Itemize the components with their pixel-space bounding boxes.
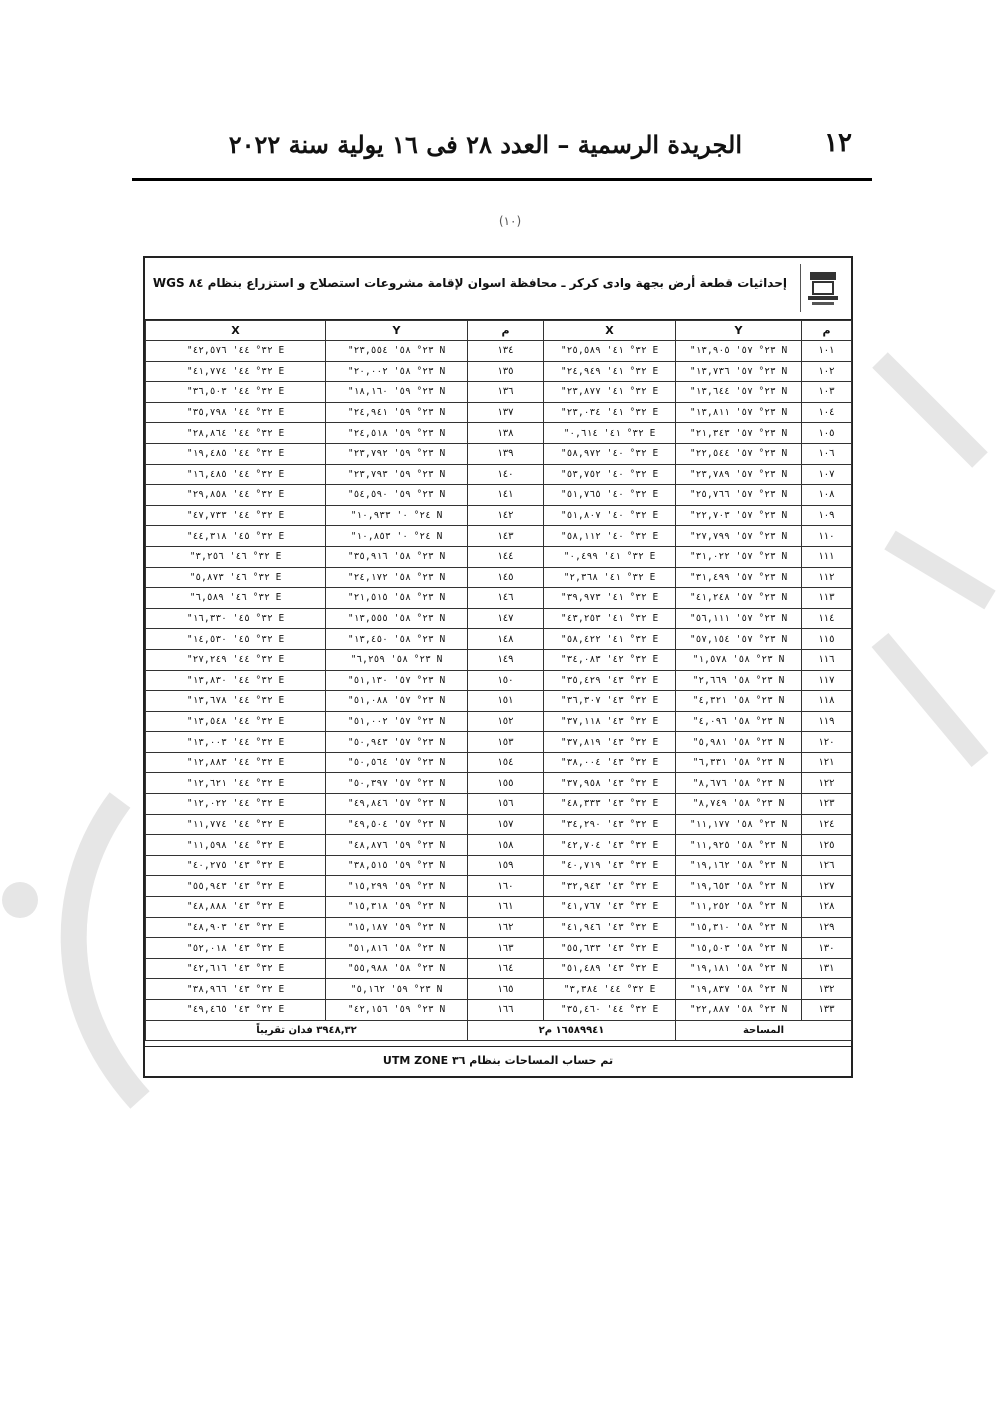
y-coord: N ٢٣° ٥٧' ٢٢,٥٤٤" (676, 443, 802, 464)
x-coord-2: E ٣٢° ٤٣' ٤٠,٢٧٥" (146, 855, 326, 876)
y-coord-2: N ٢٣° ٥٧' ٥٠,٩٤٣" (326, 732, 468, 753)
x-coord: E ٣٢° ٤٣' ٣٥,٤٢٩" (544, 670, 676, 691)
y-coord-2: N ٢٣° ٥٨' ٥١,٨١٦" (326, 938, 468, 959)
x-coord: E ٣٢° ٤٣' ٤١,٧٦٧" (544, 897, 676, 918)
table-title: إحداثيات قطعة أرض بجهة وادى كركر ـ محافظة اسوان لإقامة مشروعات استصلاح و استزراع بنظام ٨٤ WGS (152, 276, 787, 290)
table-row (146, 526, 852, 547)
x-coord: E ٣٢° ٤٣' ٣٧,١١٨" (544, 711, 676, 732)
y-coord: N ٢٣° ٥٨' ٢,٦٦٩" (676, 670, 802, 691)
x-coord: E ٣٢° ٤٣' ٤٨,٣٣٣" (544, 794, 676, 815)
point-no: ١٣٣ (802, 1000, 852, 1021)
point-no-2: ١٥١ (468, 691, 544, 712)
y-coord-2: N ٢٣° ٥٩' ٥٤,٥٩٠" (326, 485, 468, 506)
x-coord-2: E ٣٢° ٤٤' ١٣,٨٣٠" (146, 670, 326, 691)
y-coord: N ٢٣° ٥٧' ٥٧,١٥٤" (676, 629, 802, 650)
y-coord-2: N ٢٣° ٥٨' ٢٣,٥٥٤" (326, 341, 468, 362)
x-coord: E ٣٢° ٤٠' ٥١,٧٦٥" (544, 485, 676, 506)
x-coord-2: E ٣٢° ٤٤' ١٣,٠٠٣" (146, 732, 326, 753)
y-coord-2: N ٢٣° ٥٩' ١٥,٣١٨" (326, 897, 468, 918)
x-coord: E ٣٢° ٤٣' ٣٧,٨١٩" (544, 732, 676, 753)
point-no: ١١٥ (802, 629, 852, 650)
y-coord: N ٢٣° ٥٨' ٥,٩٨١" (676, 732, 802, 753)
point-no-2: ١٤١ (468, 485, 544, 506)
x-coord-2: E ٣٢° ٤٤' ١٦,٤٨٥" (146, 464, 326, 485)
x-coord-2: E ٣٢° ٤٥' ١٤,٥٣٠" (146, 629, 326, 650)
x-coord: E ٣٢° ٤٣' ٣٨,٠٠٤" (544, 752, 676, 773)
point-no-2: ١٦١ (468, 897, 544, 918)
point-no-2: ١٦٦ (468, 1000, 544, 1021)
table-row (146, 835, 852, 856)
table-row (146, 588, 852, 609)
table-row (146, 505, 852, 526)
point-no: ١٢٦ (802, 855, 852, 876)
point-no-2: ١٣٨ (468, 423, 544, 444)
x-coord: E ٣٢° ٤٣' ٥١,٤٨٩" (544, 958, 676, 979)
table-row (146, 443, 852, 464)
x-coord: E ٣٢° ٤٣' ٤٠,٧١٩" (544, 855, 676, 876)
y-coord: N ٢٣° ٥٨' ١١,٩٢٥" (676, 835, 802, 856)
x-coord: E ٣٢° ٤١' ٥٨,٤٢٢" (544, 629, 676, 650)
table-row (146, 691, 852, 712)
x-coord-2: E ٣٢° ٤٤' ٣٦,٥٠٣" (146, 382, 326, 403)
table-row (146, 855, 852, 876)
x-coord: E ٣٢° ٤٣' ٣٢,٩٤٣" (544, 876, 676, 897)
table-row (146, 897, 852, 918)
area-value-feddan: ٣٩٤٨,٣٢ فدان تقريباً (146, 1020, 468, 1041)
x-coord-2: E ٣٢° ٤٤' ١٣,٦٧٨" (146, 691, 326, 712)
y-coord: N ٢٣° ٥٧' ٢١,٣٤٣" (676, 423, 802, 444)
table-row (146, 485, 852, 506)
gazette-title: الجريدة الرسمية – العدد ٢٨ فى ١٦ يولية سنة ٢٠٢٢ (228, 130, 742, 159)
y-coord: N ٢٣° ٥٨' ١,٥٧٨" (676, 649, 802, 670)
table-row (146, 629, 852, 650)
y-coord: N ٢٣° ٥٨' ٢٢,٨٨٧" (676, 1000, 802, 1021)
x-coord: E ٣٢° ٤١' ٣٩,٩٧٣" (544, 588, 676, 609)
point-no: ١٢٧ (802, 876, 852, 897)
point-no: ١٢٠ (802, 732, 852, 753)
x-coord: E ٣٢° ٤٣' ٣٧,٩٥٨" (544, 773, 676, 794)
y-coord: N ٢٣° ٥٧' ٢٥,٧٦٦" (676, 485, 802, 506)
table-row (146, 752, 852, 773)
point-no-2: ١٤٢ (468, 505, 544, 526)
x-coord-2: E ٣٢° ٤٣' ٥٥,٩٤٣" (146, 876, 326, 897)
y-coord-2: N ٢٣° ٥٨' ٢١,٥١٥" (326, 588, 468, 609)
point-no: ١٠١ (802, 341, 852, 362)
header-x: X (544, 321, 676, 341)
y-coord-2: N ٢٣° ٥٧' ٥٠,٥٦٤" (326, 752, 468, 773)
x-coord: E ٣٢° ٤٤' ٣,٣٨٤" (544, 979, 676, 1000)
point-no: ١٠٥ (802, 423, 852, 444)
point-no-2: ١٥٦ (468, 794, 544, 815)
point-no-2: ١٣٤ (468, 341, 544, 362)
x-coord: E ٣٢° ٤١' ٤٣,٢٥٣" (544, 608, 676, 629)
x-coord: E ٣٢° ٤٣' ٤٢,٧٠٤" (544, 835, 676, 856)
y-coord-2: N ٢٣° ٥٧' ٥١,٠٠٢" (326, 711, 468, 732)
header-point-no: م (802, 321, 852, 341)
x-coord-2: E ٣٢° ٤٣' ٤٨,٩٠٣" (146, 917, 326, 938)
coordinates-table-frame (143, 256, 853, 1078)
y-coord: N ٢٣° ٥٨' ١٩,١٨١" (676, 958, 802, 979)
y-coord: N ٢٣° ٥٧' ٥٦,١١١" (676, 608, 802, 629)
x-coord-2: E ٣٢° ٤٣' ٥٢,٠١٨" (146, 938, 326, 959)
point-no: ١١٣ (802, 588, 852, 609)
y-coord-2: N ٢٣° ٥٩' ٢٤,٥١٨" (326, 423, 468, 444)
header-y: Y (676, 321, 802, 341)
table-row (146, 670, 852, 691)
x-coord-2: E ٣٢° ٤٥' ٤٤,٣١٨" (146, 526, 326, 547)
footer-note: تم حساب المساحات بنظام ٣٦ UTM ZONE (145, 1046, 851, 1076)
point-no: ١٠٢ (802, 361, 852, 382)
y-coord-2: N ٢٣° ٥٩' ٢٤,٩٤١" (326, 402, 468, 423)
y-coord-2: N ٢٣° ٥٨' ٥٥,٩٨٨" (326, 958, 468, 979)
header-y-2: Y (326, 321, 468, 341)
x-coord-2: E ٣٢° ٤٣' ٣٨,٩٦٦" (146, 979, 326, 1000)
y-coord: N ٢٣° ٥٨' ١١,٢٥٢" (676, 897, 802, 918)
point-no-2: ١٤٨ (468, 629, 544, 650)
x-coord-2: E ٣٢° ٤٦' ٥,٨٧٣" (146, 567, 326, 588)
y-coord: N ٢٣° ٥٨' ١٥,٥٠٣" (676, 938, 802, 959)
table-row (146, 546, 852, 567)
x-coord: E ٣٢° ٤٣' ٥٥,٦٣٣" (544, 938, 676, 959)
table-row (146, 958, 852, 979)
table-row (146, 341, 852, 362)
point-no-2: ١٣٥ (468, 361, 544, 382)
y-coord: N ٢٣° ٥٨' ٦,٣٣١" (676, 752, 802, 773)
ministry-logo-icon (800, 264, 845, 312)
point-no-2: ١٣٦ (468, 382, 544, 403)
y-coord: N ٢٣° ٥٧' ١٣,٨١١" (676, 402, 802, 423)
point-no-2: ١٥٧ (468, 814, 544, 835)
point-no-2: ١٦٣ (468, 938, 544, 959)
y-coord: N ٢٣° ٥٨' ١٥,٣١٠" (676, 917, 802, 938)
y-coord-2: N ٢٣° ٥٨' ١٣,٥٥٥" (326, 608, 468, 629)
point-no: ١٠٦ (802, 443, 852, 464)
y-coord: N ٢٣° ٥٨' ٤,٠٩٦" (676, 711, 802, 732)
point-no: ١١٦ (802, 649, 852, 670)
point-no: ١٢٤ (802, 814, 852, 835)
y-coord-2: N ٢٣° ٥٧' ٥١,٠٨٨" (326, 691, 468, 712)
y-coord-2: N ٢٣° ٥٧' ٤٩,٨٤٦" (326, 794, 468, 815)
x-coord: E ٣٢° ٤٠' ٥٣,٧٥٢" (544, 464, 676, 485)
y-coord-2: N ٢٣° ٥٩' ٢٣,٧٩٣" (326, 464, 468, 485)
point-no: ١٢٨ (802, 897, 852, 918)
y-coord-2: N ٢٣° ٥٩' ١٥,٢٩٩" (326, 876, 468, 897)
point-no: ١٠٧ (802, 464, 852, 485)
y-coord: N ٢٣° ٥٨' ١٩,٨٣٧" (676, 979, 802, 1000)
x-coord: E ٣٢° ٤١' ٢٣,٨٧٧" (544, 382, 676, 403)
x-coord-2: E ٣٢° ٤٤' ٢٨,٨٦٤" (146, 423, 326, 444)
point-no: ١٣٠ (802, 938, 852, 959)
header-x-2: X (146, 321, 326, 341)
point-no: ١٣١ (802, 958, 852, 979)
x-coord-2: E ٣٢° ٤٤' ٣٥,٧٩٨" (146, 402, 326, 423)
y-coord-2: N ٢٤° ٠' ١٠,٨٥٣" (326, 526, 468, 547)
table-row (146, 876, 852, 897)
y-coord: N ٢٣° ٥٧' ١٣,٩٠٥" (676, 341, 802, 362)
table-row (146, 382, 852, 403)
x-coord: E ٣٢° ٤١' ٢٤,٩٤٩" (544, 361, 676, 382)
watermark-text-shape (860, 340, 1004, 800)
y-coord-2: N ٢٣° ٥٨' ١٣,٤٥٠" (326, 629, 468, 650)
table-row (146, 1000, 852, 1021)
page-number: ١٢ (824, 128, 852, 158)
y-coord: N ٢٣° ٥٨' ٨,٦٧٦" (676, 773, 802, 794)
y-coord: N ٢٣° ٥٧' ١٣,٧٣٦" (676, 361, 802, 382)
y-coord-2: N ٢٣° ٥٨' ٣٥,٩١٦" (326, 546, 468, 567)
point-no-2: ١٦٠ (468, 876, 544, 897)
point-no: ١٢٥ (802, 835, 852, 856)
y-coord-2: N ٢٣° ٥٩' ١٥,١٨٧" (326, 917, 468, 938)
x-coord-2: E ٣٢° ٤٤' ٤٢,٥٧٦" (146, 341, 326, 362)
y-coord-2: N ٢٣° ٥٩' ١٨,١٦٠" (326, 382, 468, 403)
point-no-2: ١٦٤ (468, 958, 544, 979)
x-coord-2: E ٣٢° ٤٦' ٣,٢٥٦" (146, 546, 326, 567)
point-no-2: ١٤٦ (468, 588, 544, 609)
y-coord: N ٢٣° ٥٧' ٢٧,٧٩٩" (676, 526, 802, 547)
point-no-2: ١٤٧ (468, 608, 544, 629)
x-coord-2: E ٣٢° ٤٤' ١١,٧٧٤" (146, 814, 326, 835)
y-coord-2: N ٢٣° ٥٧' ٥١,١٣٠" (326, 670, 468, 691)
point-no-2: ١٥٩ (468, 855, 544, 876)
table-row (146, 402, 852, 423)
table-header-row (146, 321, 852, 341)
y-coord-2: N ٢٣° ٥٩' ٣٨,٥١٥" (326, 855, 468, 876)
table-row (146, 814, 852, 835)
x-coord: E ٣٢° ٤٤' ٣٥,٤٦٠" (544, 1000, 676, 1021)
point-no-2: ١٥٤ (468, 752, 544, 773)
point-no-2: ١٥٥ (468, 773, 544, 794)
x-coord-2: E ٣٢° ٤٦' ٦,٥٨٩" (146, 588, 326, 609)
annex-label: (١٠) (498, 214, 522, 228)
point-no-2: ١٤٣ (468, 526, 544, 547)
point-no-2: ١٣٩ (468, 443, 544, 464)
y-coord: N ٢٣° ٥٨' ٨,٧٤٩" (676, 794, 802, 815)
point-no: ١١٧ (802, 670, 852, 691)
point-no: ١١٠ (802, 526, 852, 547)
x-coord-2: E ٣٢° ٤٤' ١٣,٥٤٨" (146, 711, 326, 732)
x-coord: E ٣٢° ٤١' ٢٣,٠٣٤" (544, 402, 676, 423)
y-coord-2: N ٢٣° ٥٨' ٢٠,٠٠٢" (326, 361, 468, 382)
point-no: ١١١ (802, 546, 852, 567)
y-coord-2: N ٢٣° ٥٧' ٤٩,٥٠٤" (326, 814, 468, 835)
point-no: ١١٤ (802, 608, 852, 629)
x-coord-2: E ٣٢° ٤٣' ٤٨,٨٨٨" (146, 897, 326, 918)
x-coord-2: E ٣٢° ٤٤' ٤١,٧٧٤" (146, 361, 326, 382)
y-coord-2: N ٢٣° ٥٩' ٤٢,١٥٦" (326, 1000, 468, 1021)
point-no-2: ١٤٥ (468, 567, 544, 588)
x-coord: E ٣٢° ٤١' ٢,٣٦٨" (544, 567, 676, 588)
table-row (146, 608, 852, 629)
x-coord: E ٣٢° ٤٢' ٣٤,٠٨٣" (544, 649, 676, 670)
header-point-no-2: م (468, 321, 544, 341)
point-no: ١١٢ (802, 567, 852, 588)
x-coord: E ٣٢° ٤٣' ٣٤,٢٩٠" (544, 814, 676, 835)
y-coord-2: N ٢٣° ٥٩' ٥,١٦٢" (326, 979, 468, 1000)
y-coord: N ٢٣° ٥٨' ١٩,٦٥٣" (676, 876, 802, 897)
y-coord: N ٢٣° ٥٨' ١١,١٧٧" (676, 814, 802, 835)
point-no: ١٢٩ (802, 917, 852, 938)
point-no-2: ١٤٠ (468, 464, 544, 485)
y-coord-2: N ٢٣° ٥٨' ٢٤,١٧٢" (326, 567, 468, 588)
table-row (146, 464, 852, 485)
x-coord-2: E ٣٢° ٤٤' ١٢,٦٢١" (146, 773, 326, 794)
y-coord-2: N ٢٣° ٥٧' ٥٠,٣٩٧" (326, 773, 468, 794)
point-no: ١٠٣ (802, 382, 852, 403)
y-coord: N ٢٣° ٥٧' ٣١,٠٢٢" (676, 546, 802, 567)
point-no: ١١٨ (802, 691, 852, 712)
y-coord: N ٢٣° ٥٨' ١٩,١٦٢" (676, 855, 802, 876)
x-coord-2: E ٣٢° ٤٣' ٤٢,٦١٦" (146, 958, 326, 979)
y-coord: N ٢٣° ٥٧' ٤١,٢٤٨" (676, 588, 802, 609)
x-coord-2: E ٣٢° ٤٣' ٤٩,٤٦٥" (146, 1000, 326, 1021)
x-coord: E ٣٢° ٤١' ٠,٦١٤" (544, 423, 676, 444)
x-coord-2: E ٣٢° ٤٤' ١٩,٤٨٥" (146, 443, 326, 464)
table-title-row (145, 258, 851, 320)
y-coord: N ٢٣° ٥٨' ٤,٣٢١" (676, 691, 802, 712)
point-no: ١٣٢ (802, 979, 852, 1000)
y-coord: N ٢٣° ٥٧' ٣١,٤٩٩" (676, 567, 802, 588)
header-rule (132, 178, 872, 181)
point-no: ١٢١ (802, 752, 852, 773)
x-coord: E ٣٢° ٤٣' ٣٦,٣٠٧" (544, 691, 676, 712)
x-coord: E ٣٢° ٤١' ٢٥,٥٨٩" (544, 341, 676, 362)
y-coord-2: N ٢٤° ٠' ١٠,٩٣٣" (326, 505, 468, 526)
point-no: ١٢٢ (802, 773, 852, 794)
table-row (146, 917, 852, 938)
x-coord-2: E ٣٢° ٤٤' ٢٧,٢٤٩" (146, 649, 326, 670)
point-no: ١٠٤ (802, 402, 852, 423)
y-coord-2: N ٢٣° ٥٩' ٢٣,٧٩٢" (326, 443, 468, 464)
x-coord: E ٣٢° ٤٠' ٥٨,١١٢" (544, 526, 676, 547)
x-coord: E ٣٢° ٤٣' ٤١,٩٤٦" (544, 917, 676, 938)
point-no: ١٠٩ (802, 505, 852, 526)
area-row (146, 1020, 852, 1041)
point-no-2: ١٥٠ (468, 670, 544, 691)
x-coord-2: E ٣٢° ٤٤' ١٢,٠٢٢" (146, 794, 326, 815)
table-row (146, 649, 852, 670)
coordinates-table (145, 320, 852, 1041)
point-no-2: ١٣٧ (468, 402, 544, 423)
point-no: ١٢٣ (802, 794, 852, 815)
x-coord-2: E ٣٢° ٤٤' ١٢,٨٨٣" (146, 752, 326, 773)
x-coord-2: E ٣٢° ٤٤' ١١,٥٩٨" (146, 835, 326, 856)
y-coord: N ٢٣° ٥٧' ٢٣,٧٨٩" (676, 464, 802, 485)
x-coord-2: E ٣٢° ٤٤' ٢٩,٨٥٨" (146, 485, 326, 506)
y-coord-2: N ٢٣° ٥٨' ٦,٢٥٩" (326, 649, 468, 670)
y-coord-2: N ٢٣° ٥٩' ٤٨,٨٧٦" (326, 835, 468, 856)
table-row (146, 567, 852, 588)
table-row (146, 773, 852, 794)
y-coord: N ٢٣° ٥٧' ١٣,٦٤٤" (676, 382, 802, 403)
point-no-2: ١٤٩ (468, 649, 544, 670)
point-no: ١١٩ (802, 711, 852, 732)
x-coord: E ٣٢° ٤٠' ٥٨,٩٧٢" (544, 443, 676, 464)
point-no-2: ١٥٨ (468, 835, 544, 856)
point-no-2: ١٥٢ (468, 711, 544, 732)
y-coord: N ٢٣° ٥٧' ٢٢,٧٠٣" (676, 505, 802, 526)
table-row (146, 711, 852, 732)
point-no-2: ١٦٢ (468, 917, 544, 938)
table-row (146, 979, 852, 1000)
table-row (146, 732, 852, 753)
table-row (146, 361, 852, 382)
page-header (132, 118, 872, 178)
area-label: المساحة (676, 1020, 852, 1041)
point-no: ١٠٨ (802, 485, 852, 506)
x-coord: E ٣٢° ٤١' ٠,٤٩٩" (544, 546, 676, 567)
point-no-2: ١٤٤ (468, 546, 544, 567)
x-coord-2: E ٣٢° ٤٥' ١٦,٣٣٠" (146, 608, 326, 629)
x-coord-2: E ٣٢° ٤٤' ٤٧,٧٣٣" (146, 505, 326, 526)
point-no-2: ١٦٥ (468, 979, 544, 1000)
point-no-2: ١٥٣ (468, 732, 544, 753)
area-value-m2: ١٦٥٨٩٩٤١ م٢ (468, 1020, 676, 1041)
table-row (146, 423, 852, 444)
table-row (146, 794, 852, 815)
x-coord: E ٣٢° ٤٠' ٥١,٨٠٧" (544, 505, 676, 526)
table-row (146, 938, 852, 959)
